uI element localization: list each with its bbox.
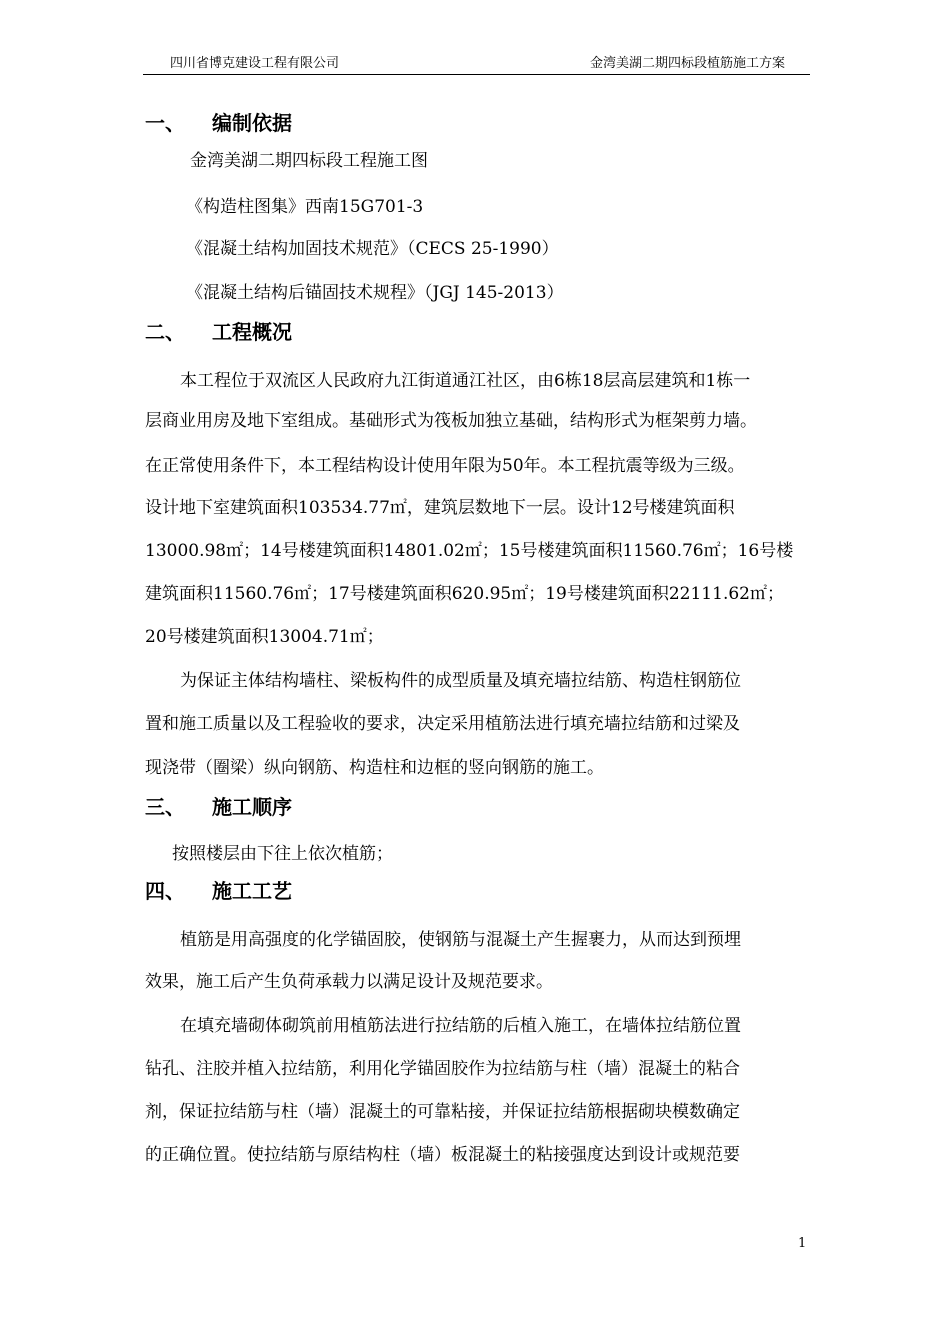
- paragraph-line: 20号楼建筑面积13004.71㎡；: [145, 627, 384, 647]
- page-header: [143, 56, 810, 75]
- paragraph-line: 《混凝土结构加固技术规范》（CECS 25-1990）: [186, 239, 559, 259]
- paragraph-line: 建筑面积11560.76㎡；17号楼建筑面积620.95㎡；19号楼建筑面积22111.62㎡；: [145, 584, 784, 604]
- section-title: 施工顺序: [212, 795, 292, 819]
- section-title: 工程概况: [212, 320, 292, 344]
- section-title: 编制依据: [212, 111, 292, 135]
- paragraph-line: 植筋是用高强度的化学锚固胶，使钢筋与混凝土产生握裹力，从而达到预埋: [180, 930, 741, 950]
- page-number: 1: [798, 1236, 807, 1251]
- paragraph-line: 为保证主体结构墙柱、梁板构件的成型质量及填充墙拉结筋、构造柱钢筋位: [180, 671, 741, 691]
- paragraph-line: 的正确位置。使拉结筋与原结构柱（墙）板混凝土的粘接强度达到设计或规范要: [145, 1145, 740, 1165]
- paragraph-line: 钻孔、注胶并植入拉结筋，利用化学锚固胶作为拉结筋与柱（墙）混凝土的粘合: [145, 1059, 740, 1079]
- section-number: 三、: [145, 795, 185, 819]
- paragraph-line: 本工程位于双流区人民政府九江街道通江社区，由6栋18层高层建筑和1栋一: [180, 371, 751, 391]
- paragraph-line: 在正常使用条件下，本工程结构设计使用年限为50年。本工程抗震等级为三级。: [145, 456, 745, 476]
- paragraph-line: 剂，保证拉结筋与柱（墙）混凝土的可靠粘接，并保证拉结筋根据砌块模数确定: [145, 1102, 740, 1122]
- header-company: 四川省博克建设工程有限公司: [170, 56, 340, 71]
- paragraph-line: 《混凝土结构后锚固技术规程》（JGJ 145-2013）: [186, 283, 564, 303]
- paragraph-line: 效果，施工后产生负荷承载力以满足设计及规范要求。: [145, 972, 553, 992]
- paragraph-line: 置和施工质量以及工程验收的要求，决定采用植筋法进行填充墙拉结筋和过梁及: [145, 714, 740, 734]
- section-heading-1: [145, 110, 292, 136]
- paragraph-line: 按照楼层由下往上依次植筋；: [172, 844, 393, 864]
- section-number: 四、: [145, 879, 185, 903]
- section-number: 二、: [145, 320, 185, 344]
- paragraph-line: 《构造柱图集》西南15G701-3: [186, 197, 424, 217]
- paragraph-line: 设计地下室建筑面积103534.77㎡，建筑层数地下一层。设计12号楼建筑面积: [145, 498, 735, 518]
- header-doc-title: 金湾美湖二期四标段植筋施工方案: [589, 56, 785, 71]
- section-heading-4: [145, 878, 292, 904]
- paragraph-line: 13000.98㎡；14号楼建筑面积14801.02㎡；15号楼建筑面积11560.76㎡；16号楼: [145, 541, 794, 561]
- section-title: 施工工艺: [212, 879, 292, 903]
- paragraph-line: 金湾美湖二期四标段工程施工图: [190, 151, 428, 171]
- paragraph-line: 现浇带（圈梁）纵向钢筋、构造柱和边框的竖向钢筋的施工。: [145, 758, 604, 778]
- section-heading-2: [145, 319, 292, 345]
- section-heading-3: [145, 794, 292, 820]
- paragraph-line: 在填充墙砌体砌筑前用植筋法进行拉结筋的后植入施工，在墙体拉结筋位置: [180, 1016, 741, 1036]
- paragraph-line: 层商业用房及地下室组成。基础形式为筏板加独立基础，结构形式为框架剪力墙。: [145, 411, 757, 431]
- section-number: 一、: [145, 111, 185, 135]
